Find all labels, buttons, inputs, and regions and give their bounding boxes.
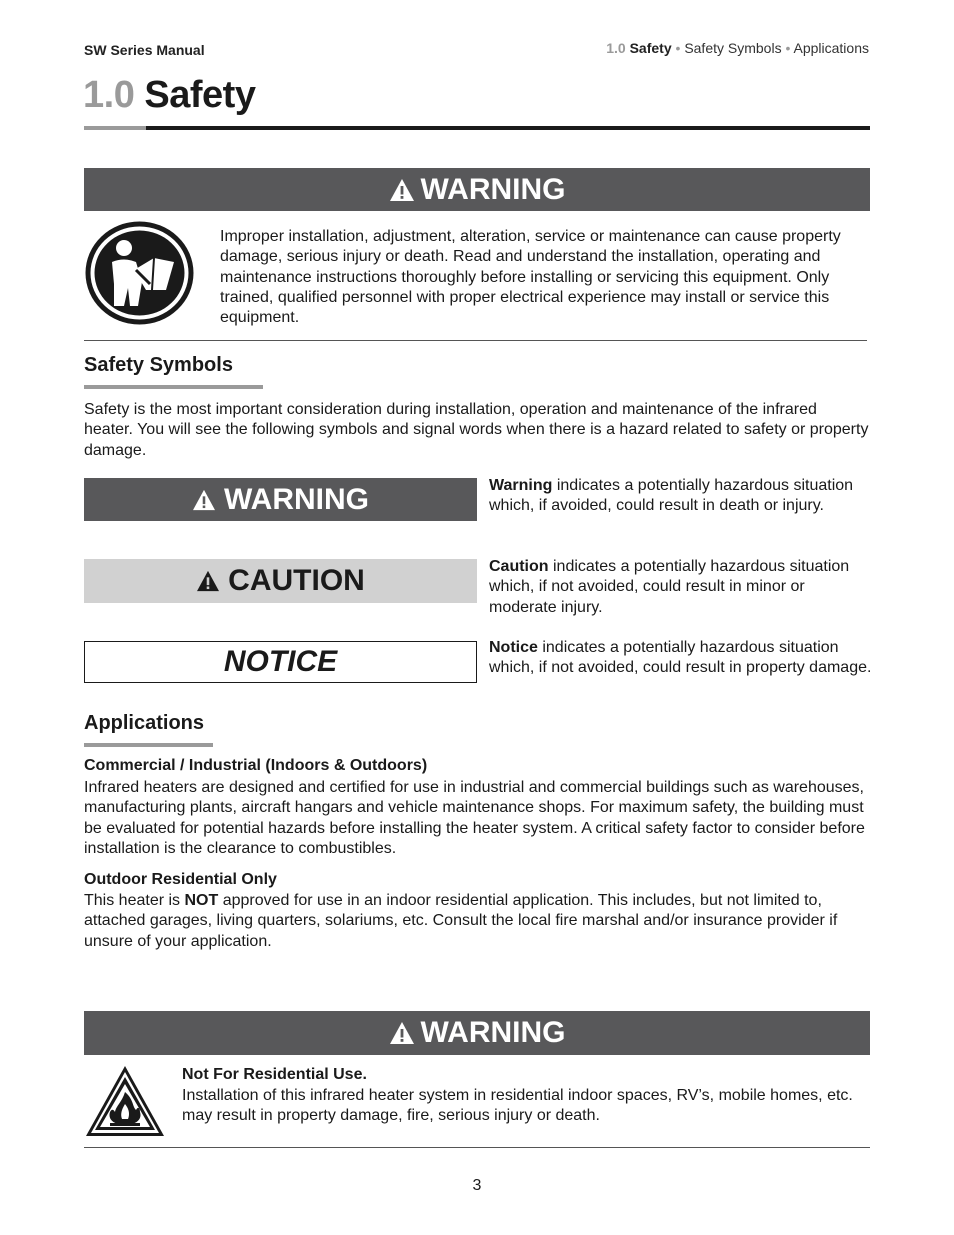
signal-term: Warning <box>489 477 553 494</box>
signal-word-description <box>489 638 874 679</box>
breadcrumb <box>606 40 869 56</box>
signal-description-text: indicates a potentially hazardous situation which, if not avoided, could result in minor or moderate injury. <box>489 558 850 616</box>
breadcrumb-separator: • <box>675 40 681 56</box>
outdoor-text-emphasis: NOT <box>184 892 219 909</box>
warning-banner <box>84 1011 870 1055</box>
signal-term: Caution <box>489 558 549 575</box>
title-rule-accent <box>84 126 146 130</box>
page-number: 3 <box>472 1177 482 1194</box>
signal-word-label: WARNING <box>224 482 369 516</box>
outdoor-text-before: This heater is <box>84 892 185 909</box>
fire-hazard-icon <box>84 1064 166 1138</box>
heading-underline <box>84 743 213 747</box>
heading-underline <box>84 385 263 389</box>
subheading-commercial: Commercial / Industrial (Indoors & Outdoors) <box>84 757 428 774</box>
outdoor-text-after: approved for use in an indoor residential application. This includes, but not limited to, attached garages, living quarters, solariums, etc. Consult the local fire marshal and/or insurance provider if unsure of your application. <box>84 892 838 950</box>
safety-symbols-intro: Safety is the most important consideration during installation, operation and maintenance of the infrared heater. You will see the following symbols and signal words when there is a hazard related to safety or property damage. <box>84 401 869 459</box>
caution-triangle-icon <box>196 570 220 592</box>
page-title-text: Safety <box>144 74 256 116</box>
signal-word-description <box>489 476 874 517</box>
commercial-text: Infrared heaters are designed and certified for use in industrial and commercial buildings such as warehouses, manufacturing plants, aircraft hangars and vehicle maintenance shops. For maximum safety, the building must be evaluated for potential hazards before installing the heater system. A critical safety factor to consider before installation is the clearance to combustibles. <box>84 779 865 857</box>
residential-warning-title: Not For Residential Use. <box>182 1066 367 1083</box>
breadcrumb-item-safety-symbols: Safety Symbols <box>684 40 782 56</box>
warning-triangle-icon <box>389 178 415 202</box>
warning-banner <box>84 168 870 211</box>
signal-term: Notice <box>489 639 538 656</box>
manual-title: SW Series Manual <box>84 42 205 58</box>
signal-word-label: CAUTION <box>228 564 365 597</box>
warning-banner-label: WARNING <box>420 1016 566 1049</box>
warning-triangle-icon <box>389 1021 415 1045</box>
warning-text: Improper installation, adjustment, alteration, service or maintenance can cause property damage, serious injury or death. Read and understand the installation, operating and maintenance instructions thoroughly before installing or servicing this equipment. Only trained, qualified personnel with proper electrical experience may install or service this equipment. <box>220 228 841 327</box>
signal-description-text: indicates a potentially hazardous situation which, if avoided, could result in death or injury. <box>489 477 854 515</box>
breadcrumb-section-number: 1.0 <box>606 40 626 56</box>
warning-triangle-icon <box>192 489 216 511</box>
signal-description-text: indicates a potentially hazardous situation which, if not avoided, could result in property damage. <box>489 639 872 677</box>
footer-divider <box>84 1147 870 1148</box>
section-heading-safety-symbols: Safety Symbols <box>84 354 233 376</box>
warning-banner-label: WARNING <box>420 172 566 206</box>
page-title <box>83 74 255 117</box>
page-title-number: 1.0 <box>83 74 135 116</box>
signal-word-notice <box>84 641 477 683</box>
breadcrumb-section-name: Safety <box>629 40 672 56</box>
divider <box>84 340 867 341</box>
residential-warning-text: Installation of this infrared heater system in residential indoor spaces, RV’s, mobile homes, etc. may result in property damage, fire, serious injury or death. <box>182 1087 853 1125</box>
read-manual-icon <box>84 220 195 326</box>
title-rule <box>146 126 870 130</box>
subheading-outdoor-residential: Outdoor Residential Only <box>84 871 277 888</box>
signal-word-caution <box>84 559 477 603</box>
section-heading-applications: Applications <box>84 712 205 734</box>
breadcrumb-item-applications: Applications <box>793 40 869 56</box>
signal-word-label: NOTICE <box>223 645 338 678</box>
signal-word-warning <box>84 478 477 521</box>
signal-word-description <box>489 557 874 618</box>
outdoor-residential-text <box>84 891 874 952</box>
breadcrumb-separator: • <box>785 40 791 56</box>
